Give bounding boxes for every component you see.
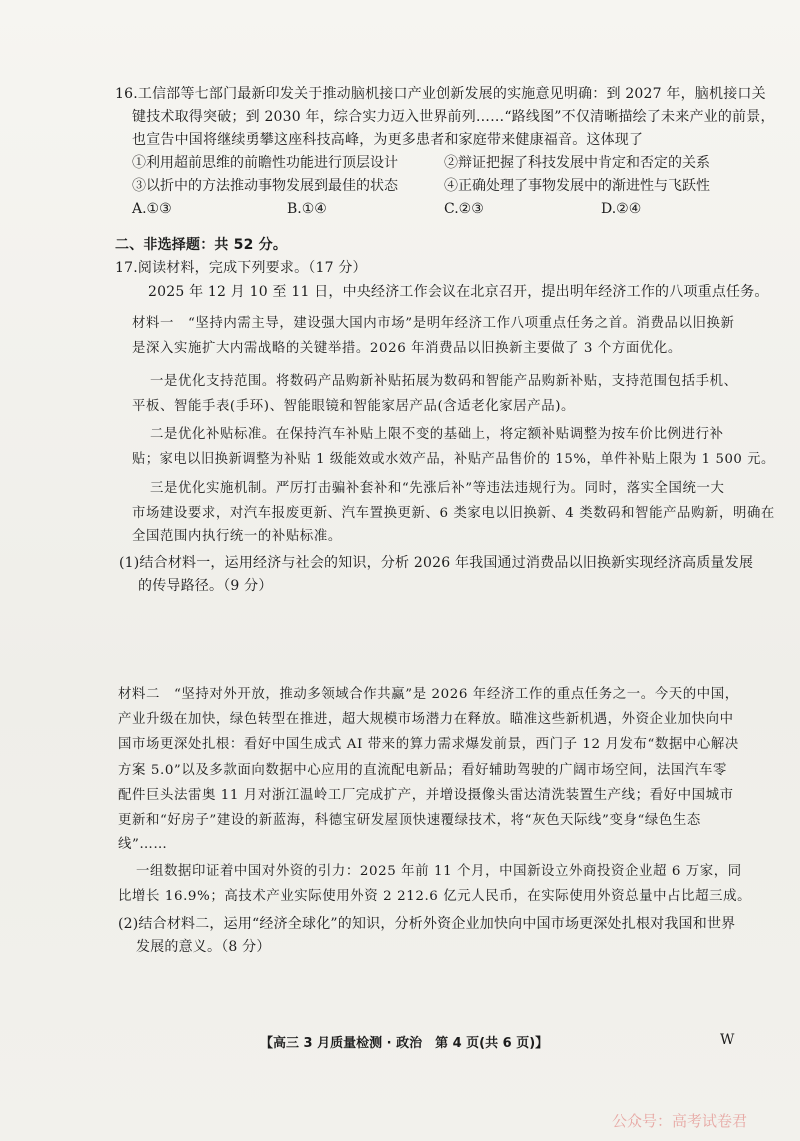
footer-mark: W (720, 1032, 735, 1048)
q16-item-4: ④正确处理了事物发展中的渐进性与飞跃性 (444, 178, 710, 194)
material1-line-6: 贴；家电以旧换新调整为补贴 1 级能效或水效产品，补贴产品售价的 15%，单件补贴上限为 1 500 元。 (132, 452, 775, 467)
material1-line-1: 材料一 “坚持内需主导，建设强大国内市场”是明年经济工作八项重点任务之首。消费品以旧换新 (132, 316, 735, 331)
q16-item-3: ③以折中的方法推动事物发展到最佳的状态 (132, 178, 398, 194)
material2-line-4: 方案 5.0”以及多款面向数据中心应用的直流配电新品；看好辅助驾驶的广阔市场空间，法国汽车零 (118, 763, 728, 778)
q16-choice-a: A.①③ (132, 201, 172, 217)
page-footer: 【高三 3 月质量检测 · 政治 第 4 页(共 6 页)】 (260, 1036, 549, 1051)
material2-line-9: 比增长 16.9%；高技术产业实际使用外资 2 212.6 亿元人民币，在实际使用外资总量中占比超三成。 (118, 889, 752, 904)
material1-line-8: 市场建设要求，对汽车报废更新、汽车置换更新、6 类家电以旧换新、4 类数码和智能产品购新，明确在 (132, 506, 775, 521)
section-2-heading: 二、非选择题：共 52 分。 (115, 237, 288, 253)
q17-sub1-line-1: (1)结合材料一，运用经济与社会的知识，分析 2026 年我国通过消费品以旧换新实现经济高质量发展 (119, 555, 754, 571)
watermark-text: 公众号：高考试卷君 (612, 1112, 748, 1130)
material2-line-8: 一组数据印证着中国对外资的引力：2025 年前 11 个月，中国新设立外商投资企业超 6 万家，同 (136, 864, 742, 879)
q16-choice-c: C.②③ (444, 201, 484, 217)
material1-line-5: 二是优化补贴标准。在保持汽车补贴上限不变的基础上，将定额补贴调整为按车价比例进行补 (150, 427, 724, 442)
q16-line-1: 16.工信部等七部门最新印发关于推动脑机接口产业创新发展的实施意见明确：到 2027 年，脑机接口关 (115, 86, 766, 102)
material1-line-9: 全国范围内执行统一的补贴标准。 (132, 529, 342, 544)
material2-line-2: 产业升级在加快，绿色转型在推进，超大规模市场潜力在释放。瞄准这些新机遇，外资企业加快向中 (118, 712, 734, 727)
material1-line-2: 是深入实施扩大内需战略的关键举措。2026 年消费品以旧换新主要做了 3 个方面优化。 (132, 341, 682, 356)
q17-sub1-line-2: 的传导路径。（9 分） (138, 578, 273, 594)
q17-sub2-line-2: 发展的意义。（8 分） (136, 939, 271, 955)
material1-line-3: 一是优化支持范围。将数码产品购新补贴拓展为数码和智能产品购新补贴，支持范围包括手机、 (150, 374, 738, 389)
q17-intro: 2025 年 12 月 10 至 11 日，中央经济工作会议在北京召开，提出明年经济工作的八项重点任务。 (148, 284, 769, 300)
material2-line-6: 更新和“好房子”建设的新蓝海，科德宝研发屋顶快速覆绿技术，将“灰色天际线”变身“绿色生态 (118, 813, 701, 828)
q16-item-2: ②辩证把握了科技发展中肯定和否定的关系 (444, 155, 710, 171)
material2-line-3: 国市场更深处扎根：看好中国生成式 AI 带来的算力需求爆发前景，西门子 12 月发布“数据中心解决 (118, 737, 739, 752)
material2-line-1: 材料二 “坚持对外开放，推动多领域合作共赢”是 2026 年经济工作的重点任务之一。今天的中国， (118, 687, 739, 702)
q17-header: 17.阅读材料，完成下列要求。（17 分） (115, 260, 367, 276)
q16-line-3: 也宣告中国将继续勇攀这座科技高峰，为更多患者和家庭带来健康福音。这体现了 (132, 132, 644, 148)
q16-line-2: 键技术取得突破；到 2030 年，综合实力迈入世界前列……“路线图”不仅清晰描绘了未来产业的前景， (132, 109, 775, 125)
q16-item-1: ①利用超前思维的前瞻性功能进行顶层设计 (132, 155, 398, 171)
q16-choice-b: B.①④ (287, 201, 327, 217)
q17-sub2-line-1: (2)结合材料二，运用“经济全球化”的知识，分析外资企业加快向中国市场更深处扎根对我国和世界 (118, 916, 736, 932)
q16-choice-d: D.②④ (601, 201, 642, 217)
material1-line-7: 三是优化实施机制。严厉打击骗补套补和“先涨后补”等违法违规行为。同时，落实全国统一大 (150, 481, 725, 496)
material2-line-7: 线”…… (118, 837, 168, 852)
material2-line-5: 配件巨头法雷奥 11 月对浙江温岭工厂完成扩产，并增设摄像头雷达清洗装置生产线；看好中国城市 (118, 788, 734, 803)
material1-line-4: 平板、智能手表(手环)、智能眼镜和智能家居产品(含适老化家居产品)。 (132, 399, 576, 414)
